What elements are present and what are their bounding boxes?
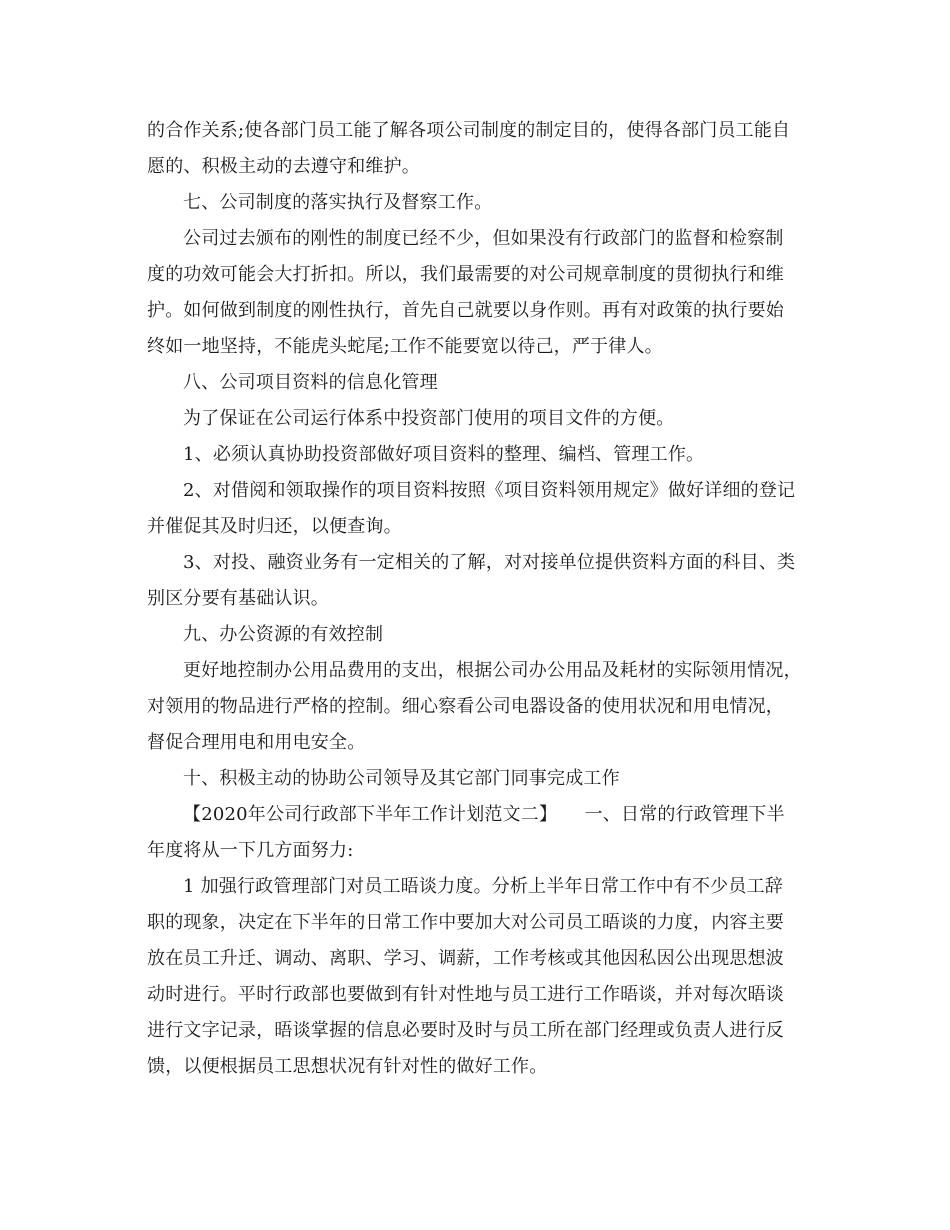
- text-line: 1 加强行政管理部门对员工晤谈力度。分析上半年日常工作中有不少员工辞: [183, 876, 783, 897]
- text-line: 放在员工升迁、调动、离职、学习、调薪，工作考核或其他因私因公出现思想波: [147, 948, 784, 969]
- text-line: 并催促其及时归还，以便查询。: [147, 516, 402, 537]
- sample-title: 【2020年公司行政部下半年工作计划范文二】 一、日常的行政管理下半: [183, 804, 785, 825]
- section-heading-10: 十、积极主动的协助公司领导及其它部门同事完成工作: [183, 768, 620, 789]
- text-line: 督促合理用电和用电安全。: [147, 732, 366, 753]
- section-heading-8: 八、公司项目资料的信息化管理: [183, 372, 438, 393]
- text-line: 别区分要有基础认识。: [147, 588, 329, 609]
- text-line: 护。如何做到制度的刚性执行，首先自己就要以身作则。再有对政策的执行要始: [147, 300, 784, 321]
- text-line: 馈，以便根据员工思想状况有针对性的做好工作。: [147, 1056, 548, 1077]
- text-line: 对领用的物品进行严格的控制。细心察看公司电器设备的使用状况和用电情况，: [147, 696, 784, 717]
- text-line: 的合作关系;使各部门员工能了解各项公司制度的制定目的，使得各部门员工能自: [147, 120, 791, 141]
- text-line: 终如一地坚持，不能虎头蛇尾;工作不能要宽以待己，严于律人。: [147, 336, 663, 357]
- text-line: 为了保证在公司运行体系中投资部门使用的项目文件的方便。: [183, 408, 675, 429]
- text-line: 愿的、积极主动的去遵守和维护。: [147, 156, 420, 177]
- list-item-3: 3、对投、融资业务有一定相关的了解，对对接单位提供资料方面的科目、类: [183, 552, 796, 573]
- document-body: [147, 113, 807, 1085]
- text-line: 职的现象，决定在下半年的日常工作中要加大对公司员工晤谈的力度，内容主要: [147, 912, 784, 933]
- list-item-1: 1、必须认真协助投资部做好项目资料的整理、编档、管理工作。: [183, 444, 705, 465]
- list-item-2: 2、对借阅和领取操作的项目资料按照《项目资料领用规定》做好详细的登记: [183, 480, 796, 501]
- section-heading-7: 七、公司制度的落实执行及督察工作。: [183, 192, 493, 213]
- text-line: 动时进行。平时行政部也要做到有针对性地与员工进行工作晤谈，并对每次晤谈: [147, 984, 784, 1005]
- section-heading-9: 九、办公资源的有效控制: [183, 624, 384, 645]
- text-line: 度的功效可能会大打折扣。所以，我们最需要的对公司规章制度的贯彻执行和维: [147, 264, 784, 285]
- text-line: 公司过去颁布的刚性的制度已经不少，但如果没有行政部门的监督和检察制: [183, 228, 784, 249]
- text-line: 更好地控制办公用品费用的支出，根据公司办公用品及耗材的实际领用情况，: [183, 660, 802, 681]
- text-line: 年度将从一下几方面努力:: [147, 840, 354, 861]
- text-line: 进行文字记录，晤谈掌握的信息必要时及时与员工所在部门经理或负责人进行反: [147, 1020, 784, 1041]
